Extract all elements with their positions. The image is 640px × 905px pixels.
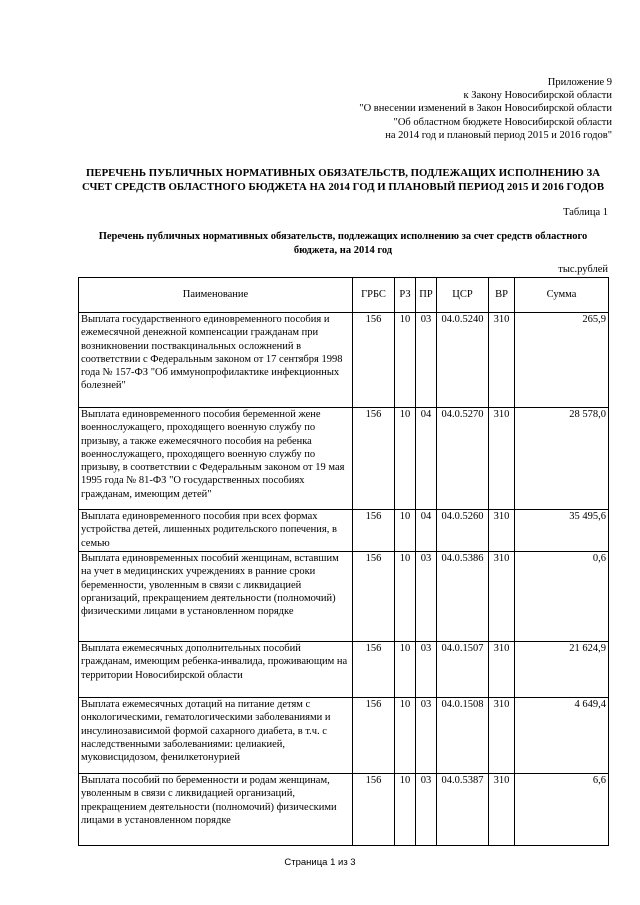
cell-pr: 03: [416, 774, 437, 846]
cell-rz: 10: [395, 642, 416, 698]
cell-sum: 35 495,6: [515, 510, 609, 552]
cell-rz: 10: [395, 408, 416, 510]
cell-csr: 04.0.5240: [437, 313, 489, 408]
cell-name: Выплата ежемесячных дотаций на питание детям с онкологическими, гематологическими заболеваниями и инсулинозависимой формой сахарного диабета, в т.ч. с наследственными заболеваниями: целиакией, муковисцидозом, фенилкетонурией: [79, 698, 353, 774]
cell-rz: 10: [395, 552, 416, 642]
cell-sum: 265,9: [515, 313, 609, 408]
appendix-line: "О внесении изменений в Закон Новосибирской области: [359, 103, 612, 115]
header-vr: ВР: [489, 278, 515, 313]
cell-rz: 10: [395, 774, 416, 846]
cell-pr: 04: [416, 408, 437, 510]
header-pr: ПР: [416, 278, 437, 313]
cell-name: Выплата ежемесячных дополнительных пособий гражданам, имеющим ребенка-инвалида, проживающим на территории Новосибирской области: [79, 642, 353, 698]
cell-name: Выплата единовременных пособий женщинам, вставшим на учет в медицинских учреждениях в ранние сроки беременности, уволенным в связи с ликвидацией организаций, прекращением деятельности (полномочий) физическими лицами в установленном порядке: [79, 552, 353, 642]
cell-csr: 04.0.5386: [437, 552, 489, 642]
table-subtitle: Перечень публичных нормативных обязательств, подлежащих исполнению за счет средств областного бюджета, на 2014 год: [98, 231, 588, 256]
table-row: [79, 313, 609, 408]
cell-rz: 10: [395, 313, 416, 408]
cell-grbs: 156: [353, 774, 395, 846]
table-header-row: [79, 278, 609, 313]
cell-csr: 04.0.5387: [437, 774, 489, 846]
cell-vr: 310: [489, 313, 515, 408]
header-name: Паименование: [79, 278, 353, 313]
units-label: тыс.рублей: [558, 264, 608, 275]
table-row: [79, 408, 609, 510]
cell-sum: 21 624,9: [515, 642, 609, 698]
page-number: Страница 1 из 3: [284, 857, 356, 868]
cell-grbs: 156: [353, 642, 395, 698]
cell-csr: 04.0.5270: [437, 408, 489, 510]
table-row: [79, 510, 609, 552]
cell-vr: 310: [489, 408, 515, 510]
cell-grbs: 156: [353, 313, 395, 408]
cell-vr: 310: [489, 642, 515, 698]
cell-name: Выплата пособий по беременности и родам женщинам, уволенным в связи с ликвидацией организаций, прекращением деятельности (полномочий) физическими лицами в установленном порядке: [79, 774, 353, 846]
cell-vr: 310: [489, 510, 515, 552]
document-title: ПЕРЕЧЕНЬ ПУБЛИЧНЫХ НОРМАТИВНЫХ ОБЯЗАТЕЛЬСТВ, ПОДЛЕЖАЩИХ ИСПОЛНЕНИЮ ЗА СЧЕТ СРЕДСТВ ОБЛАСТНОГО БЮДЖЕТА НА 2014 ГОД И ПЛАНОВЫЙ ПЕРИОД 2015 И 2016 ГОДОВ: [81, 167, 605, 193]
table-row: [79, 552, 609, 642]
cell-grbs: 156: [353, 510, 395, 552]
cell-sum: 28 578,0: [515, 408, 609, 510]
cell-grbs: 156: [353, 698, 395, 774]
cell-grbs: 156: [353, 408, 395, 510]
cell-pr: 03: [416, 552, 437, 642]
header-csr: ЦСР: [437, 278, 489, 313]
cell-rz: 10: [395, 698, 416, 774]
header-rz: РЗ: [395, 278, 416, 313]
obligations-table: [78, 277, 609, 846]
cell-vr: 310: [489, 774, 515, 846]
cell-csr: 04.0.5260: [437, 510, 489, 552]
table-row: [79, 698, 609, 774]
cell-vr: 310: [489, 552, 515, 642]
cell-pr: 03: [416, 698, 437, 774]
cell-pr: 04: [416, 510, 437, 552]
header-sum: Сумма: [515, 278, 609, 313]
appendix-line: на 2014 год и плановый период 2015 и 2016 годов": [385, 129, 612, 141]
cell-pr: 03: [416, 313, 437, 408]
cell-sum: 0,6: [515, 552, 609, 642]
cell-pr: 03: [416, 642, 437, 698]
cell-name: Выплата единовременного пособия беременной жене военнослужащего, проходящего военную службу по призыву, а также ежемесячного пособия на ребенка военнослужащего, проходящего военную службу по призыву, в соответствии с Федеральным законом от 19 мая 1995 года № 81-ФЗ "О государственных пособиях гражданам, имеющим детей": [79, 408, 353, 510]
appendix-header: [272, 76, 612, 142]
cell-sum: 4 649,4: [515, 698, 609, 774]
cell-grbs: 156: [353, 552, 395, 642]
cell-sum: 6,6: [515, 774, 609, 846]
cell-rz: 10: [395, 510, 416, 552]
appendix-line: Приложение 9: [547, 77, 612, 88]
appendix-line: к Закону Новосибирской области: [463, 90, 612, 102]
header-grbs: ГРБС: [353, 278, 395, 313]
cell-csr: 04.0.1508: [437, 698, 489, 774]
cell-vr: 310: [489, 698, 515, 774]
cell-csr: 04.0.1507: [437, 642, 489, 698]
cell-name: Выплата единовременного пособия при всех формах устройства детей, лишенных родительского попечения, в семью: [79, 510, 353, 552]
table-row: [79, 774, 609, 846]
table-row: [79, 642, 609, 698]
appendix-line: "Об областном бюджете Новосибирской области: [393, 116, 612, 128]
cell-name: Выплата государственного единовременного пособия и ежемесячной денежной компенсации гражданам при возникновении поствакцинальных осложнений в соответствии с Федеральным законом от 17 сентября 1998 года № 157-ФЗ "Об иммунопрофилактике инфекционных болезней": [79, 313, 353, 408]
table-number: Таблица 1: [563, 207, 608, 218]
